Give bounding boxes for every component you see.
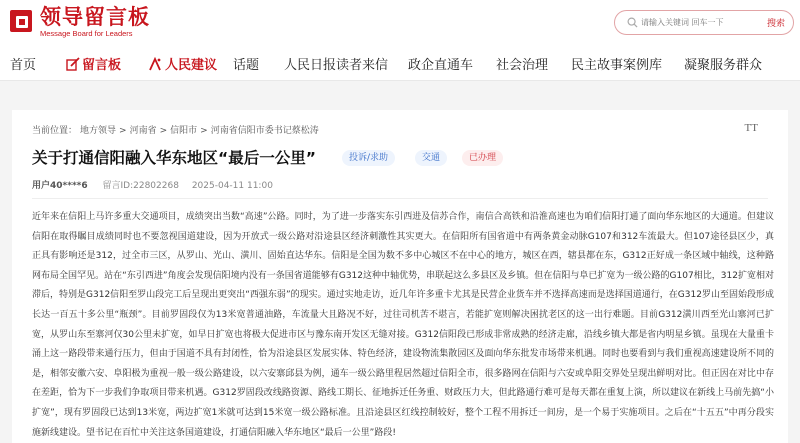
pen-icon bbox=[66, 57, 80, 71]
nav-item-topics[interactable]: 话题 bbox=[233, 58, 260, 73]
font-size-toggle-icon[interactable]: TT bbox=[744, 122, 758, 134]
nav-item-social-governance[interactable]: 社会治理 bbox=[496, 58, 549, 73]
divider bbox=[32, 198, 768, 199]
logo-title: 领导留言板 bbox=[40, 5, 150, 29]
site-header bbox=[0, 0, 800, 45]
breadcrumb-item[interactable]: 地方领导 bbox=[80, 126, 117, 136]
nav-item-home[interactable]: 首页 bbox=[10, 58, 37, 73]
main-nav bbox=[0, 45, 800, 81]
logo-mark-icon bbox=[8, 8, 38, 36]
breadcrumb bbox=[32, 123, 322, 136]
tag-field: 交通 bbox=[415, 150, 447, 166]
breadcrumb-item[interactable]: 河南省信阳市委书记蔡松涛 bbox=[210, 126, 319, 136]
nav-item-readers-letters[interactable]: 人民日报读者来信 bbox=[284, 58, 389, 73]
breadcrumb-separator: > bbox=[119, 126, 127, 136]
breadcrumb-prefix: 当前位置： bbox=[32, 126, 78, 136]
breadcrumb-separator: > bbox=[200, 126, 208, 136]
message-card bbox=[12, 110, 788, 443]
nav-item-enterprise[interactable]: 政企直通车 bbox=[408, 58, 474, 73]
nav-item-democracy-cases[interactable]: 民主故事案例库 bbox=[571, 58, 663, 73]
status-badge: 已办理 bbox=[462, 150, 503, 166]
page-title: 关于打通信阳融入华东地区“最后一公里” bbox=[32, 149, 316, 167]
search-input[interactable] bbox=[641, 14, 751, 31]
message-id: 留言ID:22802268 bbox=[102, 181, 179, 191]
nav-item-people-suggestion-label: 人民建议 bbox=[165, 58, 218, 73]
nav-item-people-suggestion[interactable] bbox=[147, 54, 217, 73]
nav-item-message-board-label: 留言板 bbox=[82, 58, 122, 73]
breadcrumb-item[interactable]: 河南省 bbox=[129, 126, 157, 136]
site-logo[interactable] bbox=[8, 5, 150, 38]
message-body: 近年来在信阳上马许多重大交通项目，成绩突出当数“高速”公路。同时，为了进一步落实东引西进及信苏合作，南信合高铁和沿淮高速也为咱们信阳打通了面向华东地区的大通道。但建议信阳在取得瞩目成绩同时也不要忽视国道建设，因为开放式一级公路对沿途县区经济刺激性其实更大。在信阳所有国省道中有两条黄金动脉G107和312车流最大。但107途径县区少，真正具有影响还是312，过全市三区，从罗山、光山、潢川、固始直达华东。信阳是全国为数不多中心城区不在中心的地方，城区在西，辖县都在东，G312正好成一条区域中轴线，这种路网布局全国罕见。站在“东引西进”角度会发现信阳境内没有一条国省道能够有G312这种中轴优势，串联起这么多县区及乡镇。但在信阳与阜已扩宽为一级公路的G107相比，312扩宽相对滞后，特别是G312信阳至罗山段完工后呈现出更突出“西强东弱”的现实。通过实地走访，近几年许多重卡尤其是民营企业货车并不选择高速而是选择国道通行，在G312罗山至固始段形成长达一百五十多公里“瓶颈”。目前罗固段仅为13米宽普通油路，车流量大且路况不好，过往司机苦不堪言，若能扩宽则解决困扰老区的这一出行难题。目前G312潢川西至光山寨河已扩宽，从罗山东至寨河仅30公里未扩宽，如早日扩宽也将极大促进市区与豫东南开发区无缝对接。G312信阳段已形成非常成熟的经济走廊，沿线乡镇大都是省内明星乡镇。虽现在大量重卡涌上这一路段带来通行压力，但由于国道不具有封闭性，恰为沿途县区发展实体、特色经济，建设物流集散园区及面向华东批发市场带来机遇。同时也要看到与我们重视高速建设所不同的是，相邻安徽六安、阜阳极为重视一般一级公路建设，以六安寨邱县为例，通车一级公路里程居然超过信阳全市，很多路网在信阳与六安或阜阳交界处呈现出鲜明对比。但正因在对比中存在差距，恰为下一步我们争取项目带来机遇。G312罗固段改线路资源、路线工期长、征地拆迁任务重、财政压力大，但此路通行难可是每天都在重复上演，所以建议在新线上马前先搞“小扩宽”，现有罗固段已达到13米宽，两边扩宽1米就可达到15米宽一级公路标准。且沿途县区红线控制较好，整个工程不用拆迁一间房，是一个易于实施项目。之后在“十五五”中再分段实施新线建设。望书记在百忙中关注这条国道建设，打通信阳融入华东地区“最后一公里”路段! bbox=[32, 212, 774, 438]
tag-category: 投诉/求助 bbox=[342, 150, 395, 166]
breadcrumb-item[interactable]: 信阳市 bbox=[170, 126, 198, 136]
search-icon bbox=[627, 17, 638, 28]
message-meta bbox=[32, 178, 273, 191]
nav-item-message-board[interactable] bbox=[66, 54, 121, 73]
author-name: 用户40****6 bbox=[32, 181, 88, 191]
person-icon bbox=[147, 57, 163, 71]
nav-item-serve-masses[interactable]: 凝聚服务群众 bbox=[684, 58, 763, 73]
logo-subtitle: Message Board for Leaders bbox=[40, 29, 133, 38]
breadcrumb-separator: > bbox=[159, 126, 168, 136]
search-button[interactable]: 搜索 bbox=[766, 19, 785, 29]
message-datetime: 2025-04-11 11:00 bbox=[191, 181, 273, 191]
search-box bbox=[614, 10, 794, 35]
